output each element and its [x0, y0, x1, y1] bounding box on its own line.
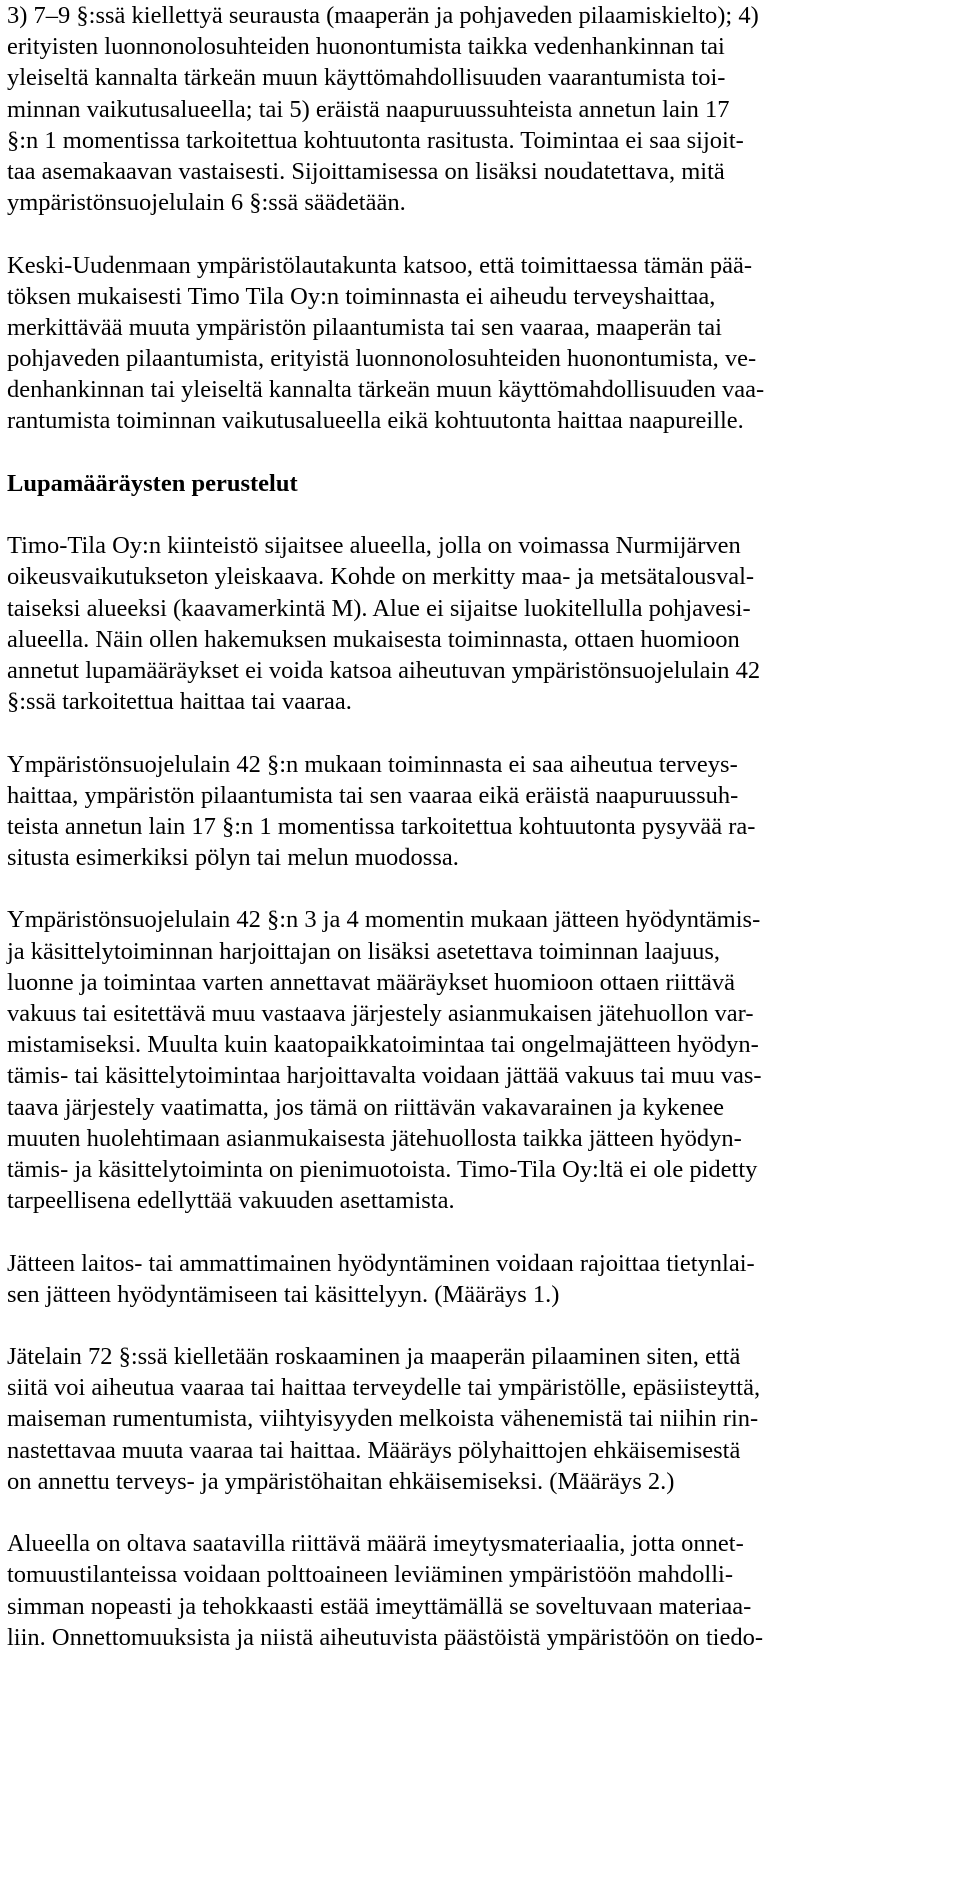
paragraph-line: denhankinnan tai yleiseltä kannalta tärkeän muun käyttömahdollisuuden vaa- [7, 376, 765, 404]
paragraph-line: Timo-Tila Oy:n kiinteistö sijaitsee alueella, jolla on voimassa Nurmijärven [7, 532, 741, 560]
paragraph-line: Jätteen laitos- tai ammattimainen hyödyntäminen voidaan rajoittaa tietynlai- [7, 1249, 755, 1277]
paragraph-line: Jätelain 72 §:ssä kielletään roskaaminen ja maaperän pilaaminen siten, että [7, 1343, 741, 1371]
paragraph-line: liin. Onnettomuuksista ja niistä aiheutuvista päästöistä ympäristöön on tiedo- [7, 1623, 763, 1651]
paragraph-line: erityisten luonnonolosuhteiden huonontumista taikka vedenhankinnan tai [7, 33, 725, 61]
paragraph [7, 250, 960, 437]
paragraph-line: tarpeellisena edellyttää vakuuden asettamista. [7, 1187, 455, 1215]
paragraph [7, 0, 960, 218]
paragraph-line: sen jätteen hyödyntämiseen tai käsittelyyn. (Määräys 1.) [7, 1280, 560, 1308]
paragraph [7, 749, 960, 874]
paragraph-line: muuten huolehtimaan asianmukaisesta jätehuollosta taikka jätteen hyödyn- [7, 1124, 742, 1152]
paragraph-line: rantumista toiminnan vaikutusalueella eikä kohtuutonta haittaa naapureille. [7, 407, 744, 435]
paragraph-line: tämis- tai käsittelytoimintaa harjoittavalta voidaan jättää vakuus tai muu vas- [7, 1062, 762, 1090]
paragraph-gap [7, 1310, 960, 1341]
paragraph-line: pohjaveden pilaantumista, erityistä luonnonolosuhteiden huonontumista, ve- [7, 345, 757, 373]
paragraph-gap [7, 499, 960, 530]
paragraph-line: taa asemakaavan vastaisesti. Sijoittamisessa on lisäksi noudatettava, mitä [7, 157, 725, 185]
paragraph-line: Ympäristönsuojelulain 42 §:n mukaan toiminnasta ei saa aiheutua terveys- [7, 750, 738, 778]
paragraph-gap [7, 218, 960, 249]
paragraph-line: simman nopeasti ja tehokkaasti estää imeyttämällä se soveltuvaan materiaa- [7, 1592, 752, 1620]
paragraph-line: §:n 1 momentissa tarkoitettua kohtuutonta rasitusta. Toimintaa ei saa sijoit- [7, 126, 744, 154]
paragraph-line: ja käsittelytoiminnan harjoittajan on lisäksi asetettava toiminnan laajuus, [7, 937, 721, 965]
paragraph-gap [7, 1216, 960, 1247]
paragraph-line: alueella. Näin ollen hakemuksen mukaisesta toiminnasta, ottaen huomioon [7, 625, 740, 653]
paragraph-line: §:ssä tarkoitettua haittaa tai vaaraa. [7, 688, 352, 716]
paragraph-line: mistamiseksi. Muulta kuin kaatopaikkatoimintaa tai ongelmajätteen hyödyn- [7, 1031, 759, 1059]
paragraph-gap [7, 437, 960, 468]
paragraph-line: yleiseltä kannalta tärkeän muun käyttömahdollisuuden vaarantumista toi- [7, 64, 726, 92]
paragraph-line: on annettu terveys- ja ympäristöhaitan ehkäisemiseksi. (Määräys 2.) [7, 1467, 675, 1495]
paragraph-line: taiseksi alueeksi (kaavamerkintä M). Alue ei sijaitse luokitellulla pohjavesi- [7, 594, 751, 622]
paragraph-line: 3) 7–9 §:ssä kiellettyä seurausta (maaperän ja pohjaveden pilaamiskielto); 4) [7, 2, 759, 29]
paragraph-gap [7, 1497, 960, 1528]
paragraph [7, 904, 960, 1216]
paragraph-line: Keski-Uudenmaan ympäristölautakunta katsoo, että toimittaessa tämän pää- [7, 251, 752, 279]
paragraph [7, 1341, 960, 1497]
paragraph-line: nastettavaa muuta vaaraa tai haittaa. Määräys pölyhaittojen ehkäisemisestä [7, 1436, 741, 1464]
paragraph-line: oikeusvaikutukseton yleiskaava. Kohde on merkitty maa- ja metsätalousval- [7, 563, 755, 591]
paragraph-gap [7, 873, 960, 904]
paragraph-line: tomuustilanteissa voidaan polttoaineen leviäminen ympäristöön mahdolli- [7, 1561, 734, 1589]
paragraph-line: töksen mukaisesti Timo Tila Oy:n toiminnasta ei aiheudu terveyshaittaa, [7, 282, 716, 310]
paragraph-line: haittaa, ympäristön pilaantumista tai sen vaaraa eikä eräistä naapuruussuh- [7, 781, 739, 809]
paragraph-gap [7, 717, 960, 748]
paragraph-line: maiseman rumentumista, viihtyisyyden melkoista vähenemistä tai niihin rin- [7, 1405, 759, 1433]
paragraph-line: ympäristönsuojelulain 6 §:ssä säädetään. [7, 189, 406, 217]
paragraph-line: teista annetun lain 17 §:n 1 momentissa tarkoitettua kohtuutonta pysyvää ra- [7, 812, 756, 840]
paragraph-line: luonne ja toimintaa varten annettavat määräykset huomioon ottaen riittävä [7, 968, 735, 996]
paragraph-line: merkittävää muuta ympäristön pilaantumista tai sen vaaraa, maaperän tai [7, 313, 722, 341]
paragraph [7, 530, 960, 717]
heading-text: Lupamääräysten perustelut [7, 469, 298, 497]
paragraph-line: tämis- ja käsittelytoiminta on pienimuotoista. Timo-Tila Oy:ltä ei ole pidetty [7, 1155, 758, 1183]
paragraph [7, 1248, 960, 1310]
paragraph-line: situsta esimerkiksi pölyn tai melun muodossa. [7, 844, 459, 872]
document-body [7, 0, 960, 1653]
paragraph-line: siitä voi aiheutua vaaraa tai haittaa terveydelle tai ympäristölle, epäsiisteyttä, [7, 1374, 761, 1402]
paragraph-line: minnan vaikutusalueella; tai 5) eräistä naapuruussuhteista annetun lain 17 [7, 95, 730, 123]
paragraph-line: vakuus tai esitettävä muu vastaava järjestely asianmukaisen jätehuollon var- [7, 1000, 754, 1027]
paragraph-line: taava järjestely vaatimatta, jos tämä on riittävän vakavarainen ja kykenee [7, 1093, 724, 1121]
paragraph-line: Alueella on oltava saatavilla riittävä määrä imeytysmateriaalia, jotta onnet- [7, 1530, 744, 1558]
paragraph-line: Ympäristönsuojelulain 42 §:n 3 ja 4 momentin mukaan jätteen hyödyntämis- [7, 906, 761, 934]
paragraph-line: annetut lupamääräykset ei voida katsoa aiheutuvan ympäristönsuojelulain 42 [7, 656, 761, 684]
paragraph [7, 1528, 960, 1653]
section-heading [7, 468, 960, 499]
